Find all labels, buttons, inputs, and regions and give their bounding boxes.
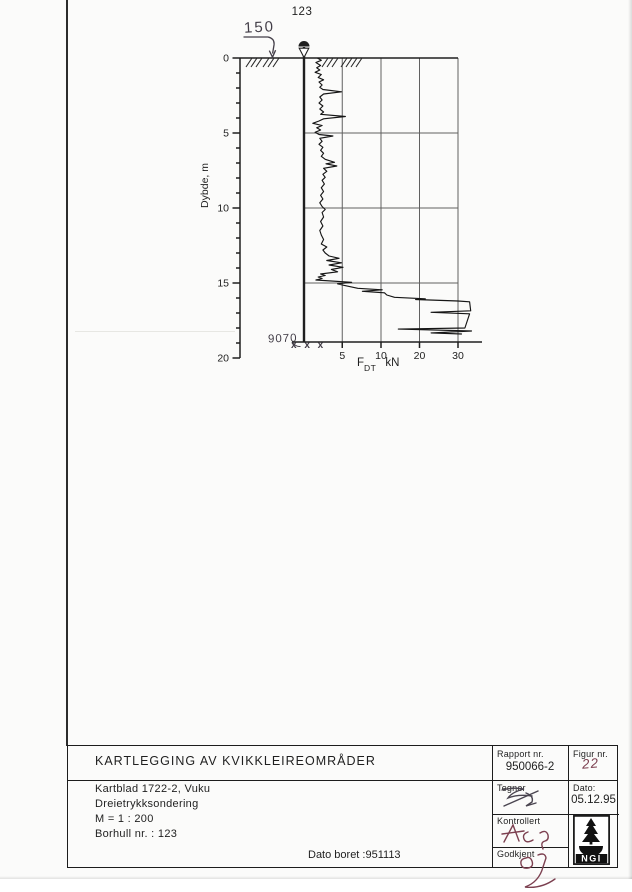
map-sheet-line: Kartblad 1722-2, Vuku: [95, 783, 211, 795]
x-tick-label: 5: [339, 350, 346, 362]
x-tick-label: 10: [375, 350, 387, 362]
handwritten-elevation-150: 150: [243, 18, 276, 37]
ngi-logo: [573, 815, 610, 865]
title-block: [67, 745, 618, 868]
ngi-logo-text: NGI: [581, 853, 602, 864]
x-axis-title: [357, 357, 399, 373]
fdt-curve: [313, 58, 472, 334]
y-axis-title: Dybde, m: [199, 163, 211, 208]
figure-number-label: Figur nr.: [573, 749, 608, 759]
handwritten-note-9070: 9070: [267, 332, 298, 346]
y-tick-label: 5: [223, 127, 229, 140]
y-tick-label: 10: [217, 202, 229, 215]
kontrollert-signature: [500, 822, 558, 848]
x-tick-label: 20: [413, 350, 426, 362]
figure-number-value: 22: [581, 755, 600, 772]
project-title: KARTLEGGING AV KVIKKLEIREOMRÅDER: [95, 754, 376, 768]
report-number-label: Rapport nr.: [497, 749, 544, 759]
force-unit: kN: [385, 357, 400, 369]
sounding-curve: [313, 58, 472, 334]
title-block-divider: [68, 780, 617, 781]
scale-line: M = 1 : 200: [95, 813, 154, 825]
force-subscript: DT: [364, 363, 377, 373]
borehole-line: Borhull nr. : 123: [95, 828, 178, 840]
date-drilled: Dato boret :951113: [308, 849, 401, 861]
page-left-border: [66, 0, 68, 746]
report-number-value: 950066-2: [505, 761, 555, 773]
y-tick-label: 15: [217, 277, 229, 290]
date-value: 05.12.95: [571, 794, 616, 806]
tegner-signature: [498, 786, 560, 812]
refusal-x-marks: x x x: [291, 340, 326, 351]
force-symbol: F: [357, 357, 365, 369]
checked-by-label: Kontrollert: [497, 816, 541, 826]
gridlines: [304, 58, 459, 342]
scan-artifact-line: [75, 331, 235, 332]
y-tick-label: 0: [223, 52, 229, 65]
drawn-by-label: Tegner: [497, 783, 526, 793]
title-block-divider: [568, 746, 569, 867]
method-line: Dreietrykksondering: [95, 798, 199, 810]
borehole-symbol-dome: [299, 41, 310, 46]
borehole-symbol-triangle: [299, 48, 309, 57]
approved-by-label: Godkjent: [497, 849, 535, 859]
borehole-number-label: 123: [291, 6, 313, 18]
tree-trunk: [590, 841, 593, 845]
y-tick-label: 20: [217, 352, 229, 365]
date-label: Dato:: [573, 783, 596, 793]
x-tick-label: 30: [452, 350, 464, 362]
